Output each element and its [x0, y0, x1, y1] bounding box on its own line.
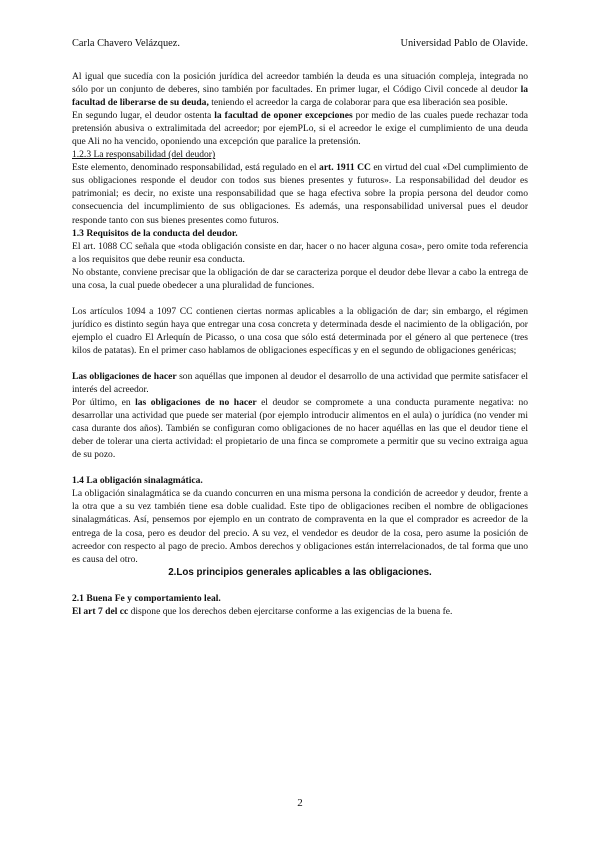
section-heading: 1.2.3 La responsabilidad (del deudor): [72, 149, 216, 161]
section-heading: 1.3 Requisitos de la conducta del deudor.: [72, 227, 238, 239]
paragraph: Las obligaciones de hacer son aquéllas que imponen al deudor el desarrollo de una actividad que permite satisfacer el interés del acreedor.: [72, 370, 528, 396]
paragraph: En segundo lugar, el deudor ostenta la facultad de oponer excepciones por medio de las cuales puede rechazar toda pretensión abusiva o extralimitada del acreedor; por ejemPLo, si el acreedor le exige el cumplimiento de una deuda que Ali no ha vencido, oponiendo una excepción que paralice la pretensión.: [72, 110, 529, 148]
section-heading: 2.1 Buena Fe y comportamiento leal.: [72, 592, 221, 604]
chapter-heading: 2.Los principios generales aplicables a las obligaciones.: [168, 566, 432, 578]
bold-phrase: la facultad de oponer excepciones: [214, 110, 353, 122]
page-header: [72, 38, 528, 49]
bold-phrase: las obligaciones de no hacer: [135, 397, 257, 409]
paragraph: El art. 1088 CC señala que «toda obligación consiste en dar, hacer o no hacer alguna cosa», pero omite toda referencia a los requisitos que debe reunir esa conducta.: [72, 240, 528, 265]
bold-phrase: la facultad de liberarse de su deuda,: [72, 84, 528, 109]
header-university: Universidad Pablo de Olavide.: [400, 38, 528, 49]
bold-phrase: Las obligaciones de hacer: [72, 370, 177, 382]
paragraph: Por último, en las obligaciones de no hacer el deudor se compromete a una conducta puramente negativa: no desarrollar una actividad que puede ser material (por ejemplo introducir alimentos en el aula) o jurídica (no vender mi casa durante dos años). También se configuran como obligaciones de no hacer aquéllas en las que el deudor tiene el deber de tolerar una cierta actividad: el propietario de una finca se compromete a permitir que su vecino extraiga agua de su pozo.: [72, 397, 528, 461]
section-heading: 1.4 La obligación sinalagmática.: [72, 475, 203, 487]
bold-phrase: art. 1911 CC: [319, 162, 371, 174]
page-number: 2: [297, 797, 303, 809]
paragraph: No obstante, conviene precisar que la obligación de dar se caracteriza porque el deudor debe llevar a cabo la entrega de una cosa, la cual puede obedecer a una pluralidad de funciones.: [72, 266, 528, 291]
header-author: Carla Chavero Velázquez.: [72, 38, 180, 49]
paragraph: La obligación sinalagmática se da cuando concurren en una misma persona la condición de acreedor y deudor, frente a la otra que a su vez también tiene esa doble cualidad. Este tipo de obligaciones reciben el nombre de obligaciones sinalagmáticas. Así, pensemos por ejemplo en un contrato de compraventa en la que el comprador es acreedor de la entrega de la cosa, pero es deudor del precio. A su vez, el vendedor es deudor de la cosa, pero asume la posición de acreedor con respecto al pago de precio. Ambos derechos y obligaciones están interrelacionados, de tal forma que uno es causa del otro.: [72, 488, 528, 565]
paragraph: Los artículos 1094 a 1097 CC contienen ciertas normas aplicables a la obligación de dar; sin embargo, el régimen jurídico es distinto según haya que entregar una cosa concreta y determinada desde el nacimiento de la obligación, por ejemplo el cuadro El Arlequín de Picasso, o una cosa que sólo está determinada por el género al que pertenece (tres kilos de patatas). En el primer caso hablamos de obligaciones específicas y en el segundo de obligaciones genéricas;: [72, 305, 528, 356]
paragraph: Este elemento, denominado responsabilidad, está regulado en el art. 1911 CC en virtud del cual «Del cumplimiento de sus obligaciones responde el deudor con todos sus bienes presentes y futuros». La responsabilidad del deudor es patrimonial; es decir, no existe una responsabilidad que se haga efectiva sobre la propia persona del deudor como consecuencia del incumplimiento de sus obligaciones. Es además, una responsabilidad universal pues el deudor responde tanto con sus bienes presentes como futuros.: [72, 162, 528, 226]
paragraph: El art 7 del cc dispone que los derechos deben ejercitarse conforme a las exigencias de la buena fe.: [72, 605, 453, 617]
document-body: [72, 70, 528, 618]
bold-phrase: El art 7 del cc: [72, 605, 129, 617]
paragraph: Al igual que sucedía con la posición jurídica del acreedor también la deuda es una situación compleja, integrada no sólo por un conjunto de deberes, sino también por facultades. En primer lugar, el Código Civil concede al deudor la facultad de liberarse de su deuda, teniendo el acreedor la carga de colaborar para que esa liberación sea posible.: [72, 71, 528, 109]
